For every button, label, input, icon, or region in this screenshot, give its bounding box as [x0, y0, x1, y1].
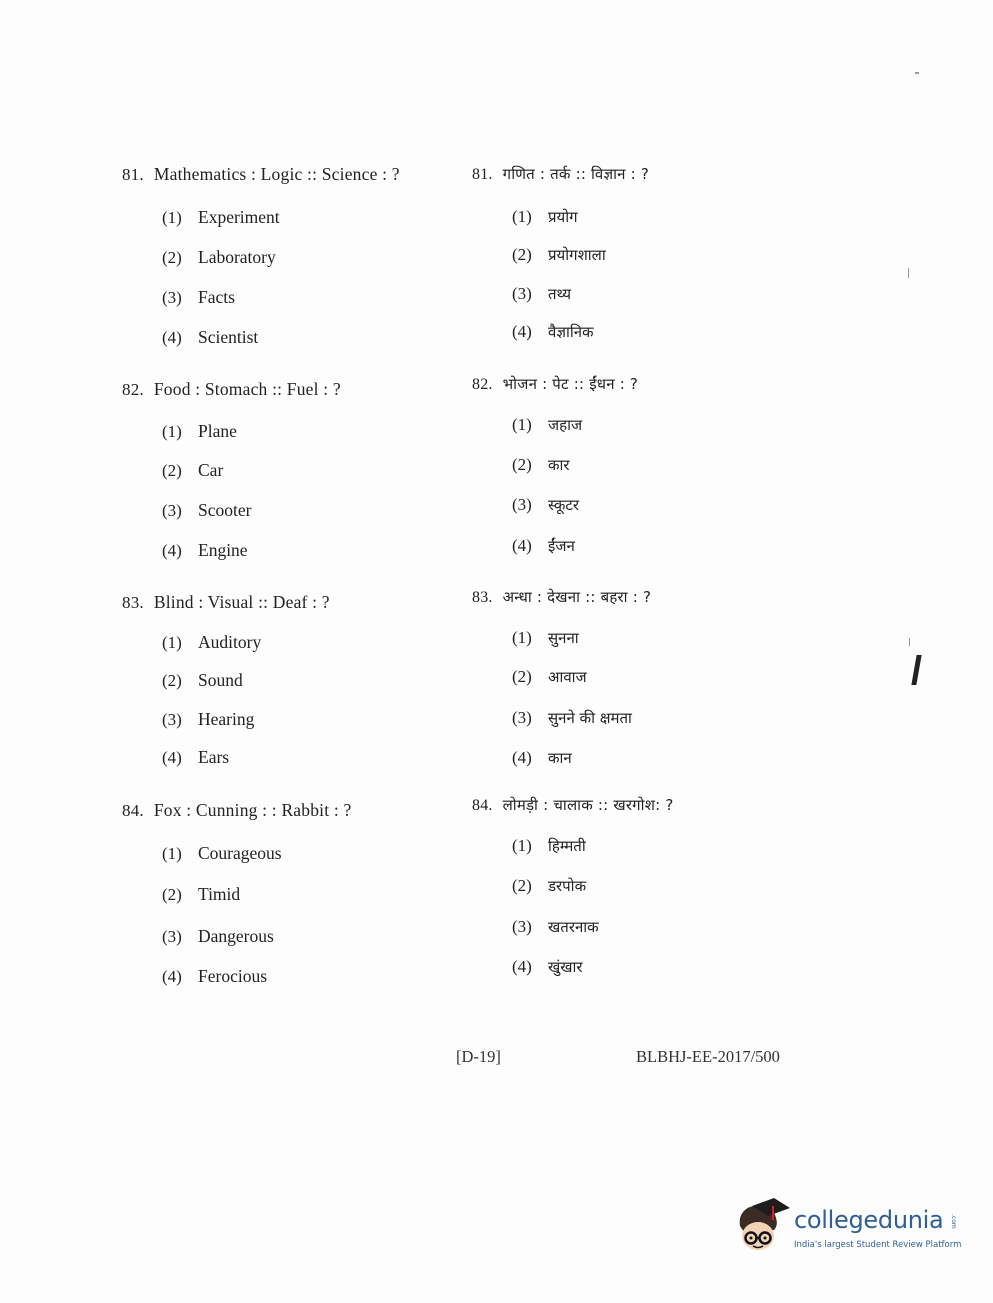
question-82-hindi [472, 373, 812, 555]
option-4: (4) Scientist [162, 327, 259, 347]
question-82-english [122, 378, 462, 560]
logo-wordmark: collegedunia [794, 1206, 944, 1234]
question-81-english [122, 163, 462, 347]
option-3: (3) खतरनाक [512, 917, 599, 936]
option-3: (3) Facts [162, 287, 235, 307]
page-code: [D-19] [456, 1047, 501, 1066]
question-83-english [122, 591, 462, 767]
option-1: (1) हिम्मती [512, 836, 586, 855]
question-text: Food : Stomach :: Fuel : ? [153, 379, 341, 399]
question-number: 83. [472, 589, 493, 606]
option-3: (3) Hearing [162, 709, 255, 729]
question-text: अन्धा : देखना :: बहरा : ? [502, 588, 652, 606]
question-number: 83. [122, 593, 144, 612]
question-text: गणित : तर्क :: विज्ञान : ? [502, 165, 650, 183]
option-3: (3) सुनने की क्षमता [512, 708, 632, 727]
option-2: (2) Car [162, 460, 224, 480]
question-number: 81. [122, 165, 144, 184]
logo-tagline: India's largest Student Review Platform [794, 1240, 962, 1250]
option-4: (4) खुंखार [512, 957, 583, 976]
option-2: (2) डरपोक [512, 876, 587, 895]
question-number: 82. [472, 376, 493, 393]
logo-suffix: .com [950, 1214, 957, 1229]
option-1: (1) Courageous [162, 843, 282, 863]
question-83-hindi [472, 586, 812, 767]
question-text: लोमड़ी : चालाक :: खरगोश: ? [502, 796, 674, 814]
option-3: (3) तथ्य [512, 284, 572, 303]
scan-mark [911, 655, 921, 685]
paper-code: BLBHJ-EE-2017/500 [636, 1047, 780, 1066]
option-4: (4) Ferocious [162, 966, 268, 986]
option-3: (3) Dangerous [162, 926, 274, 946]
option-4: (4) ईंजन [512, 536, 575, 555]
question-number: 81. [472, 166, 493, 183]
option-1: (1) Plane [162, 421, 237, 441]
option-4: (4) वैज्ञानिक [512, 322, 594, 341]
option-1: (1) प्रयोग [512, 207, 578, 226]
scan-speck [915, 72, 919, 74]
question-text: Blind : Visual :: Deaf : ? [153, 592, 330, 612]
option-2: (2) आवाज [512, 667, 587, 686]
question-number: 84. [472, 797, 493, 814]
option-1: (1) Experiment [162, 207, 280, 227]
option-3: (3) Scooter [162, 500, 252, 520]
option-2: (2) Timid [162, 884, 241, 904]
option-4: (4) Engine [162, 540, 248, 560]
scan-speck [909, 638, 910, 646]
scan-speck [908, 268, 909, 278]
question-text: Mathematics : Logic :: Science : ? [153, 164, 400, 184]
option-1: (1) Auditory [162, 632, 262, 652]
question-81-hindi [472, 163, 812, 341]
option-2: (2) प्रयोगशाला [512, 245, 606, 264]
option-1: (1) सुनना [512, 628, 579, 647]
question-text: Fox : Cunning : : Rabbit : ? [153, 800, 352, 820]
option-2: (2) कार [512, 455, 570, 474]
question-84-english [122, 799, 462, 986]
collegedunia-logo[interactable] [734, 1196, 964, 1260]
option-2: (2) Laboratory [162, 247, 276, 267]
option-4: (4) कान [512, 748, 572, 767]
question-number: 84. [122, 801, 144, 820]
option-1: (1) जहाज [512, 415, 583, 434]
question-84-hindi [472, 794, 812, 976]
option-3: (3) स्कूटर [512, 495, 580, 514]
question-text: भोजन : पेट :: ईंधन : ? [502, 375, 639, 393]
option-2: (2) Sound [162, 670, 243, 690]
question-number: 82. [122, 380, 144, 399]
mascot-icon [734, 1196, 790, 1256]
option-4: (4) Ears [162, 747, 230, 767]
